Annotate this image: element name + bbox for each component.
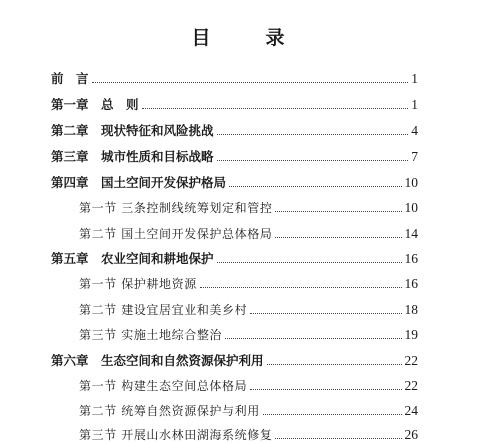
toc-entry-label: 第二章 现状特征和风险挑战	[51, 123, 214, 138]
toc-leader-dots	[217, 159, 409, 161]
toc-entry[interactable]	[51, 146, 418, 166]
toc-entry-label: 第二节 统筹自然资源保护与利用	[79, 404, 260, 418]
toc-entry-page: 18	[404, 302, 418, 317]
toc-entry-page: 4	[411, 123, 418, 138]
toc-entry-page: 22	[404, 353, 418, 368]
toc-title: 目 录	[191, 27, 303, 49]
toc-entry-page: 16	[404, 276, 418, 291]
toc-entry[interactable]	[79, 424, 418, 444]
toc-entry-label: 第四章 国土空间开发保护格局	[51, 175, 227, 190]
toc-leader-dots	[217, 133, 409, 135]
toc-leader-dots	[225, 337, 401, 339]
toc-entry-page: 19	[404, 327, 418, 342]
toc-entry-page: 1	[411, 97, 418, 112]
toc-entry[interactable]	[51, 248, 418, 268]
toc-entry-label: 第三章 城市性质和目标战略	[51, 149, 214, 164]
toc-leader-dots	[275, 236, 401, 238]
toc-entry[interactable]	[79, 375, 418, 395]
toc-entry-label: 第一节 构建生态空间总体格局	[79, 379, 248, 393]
toc-entry[interactable]	[79, 299, 418, 319]
toc-entry-page: 14	[404, 226, 418, 241]
toc-entry[interactable]	[51, 68, 418, 88]
toc-entry[interactable]	[51, 94, 418, 114]
toc-entry-label: 第一节 三条控制线统筹划定和管控	[79, 201, 273, 215]
toc-entry[interactable]	[51, 350, 418, 370]
toc-entry-page: 24	[404, 403, 418, 418]
toc-leader-dots	[250, 312, 401, 314]
toc-leader-dots	[250, 388, 401, 390]
toc-entry-page: 10	[404, 175, 418, 190]
toc-entry-label: 第一章 总 则	[51, 97, 139, 112]
toc-entry-label: 第二节 建设宜居宜业和美乡村	[79, 303, 248, 317]
toc-entry[interactable]	[51, 172, 418, 192]
toc-entry[interactable]	[79, 400, 418, 420]
toc-entry-label: 第二节 国土空间开发保护总体格局	[79, 227, 273, 241]
toc-entry-label: 第六章 生态空间和自然资源保护利用	[51, 353, 264, 368]
toc-entry-page: 22	[404, 378, 418, 393]
toc-entry-page: 10	[404, 200, 418, 215]
toc-leader-dots	[142, 107, 409, 109]
toc-leader-dots	[275, 437, 401, 439]
toc-entry[interactable]	[51, 120, 418, 140]
toc-entry-label: 第五章 农业空间和耕地保护	[51, 251, 214, 266]
toc-leader-dots	[217, 261, 402, 263]
toc-entry-page: 16	[404, 251, 418, 266]
toc-leader-dots	[267, 363, 402, 365]
toc-entry[interactable]	[79, 197, 418, 217]
toc-entry-label: 第一节 保护耕地资源	[79, 277, 197, 291]
toc-entry-label: 第三节 实施土地综合整治	[79, 328, 223, 342]
toc-entry-label: 前 言	[51, 71, 89, 86]
toc-entry[interactable]	[79, 273, 418, 293]
toc-entry[interactable]	[79, 223, 418, 243]
toc-leader-dots	[200, 286, 402, 288]
toc-entry-page: 7	[411, 149, 418, 164]
toc-leader-dots	[229, 185, 401, 187]
toc-entry[interactable]	[79, 324, 418, 344]
toc-entry-label: 第三节 开展山水林田湖海系统修复	[79, 428, 273, 442]
toc-leader-dots	[263, 413, 402, 415]
toc-leader-dots	[275, 210, 401, 212]
toc-entry-page: 1	[411, 71, 418, 86]
toc-entry-page: 26	[404, 427, 418, 442]
toc-leader-dots	[92, 81, 409, 83]
